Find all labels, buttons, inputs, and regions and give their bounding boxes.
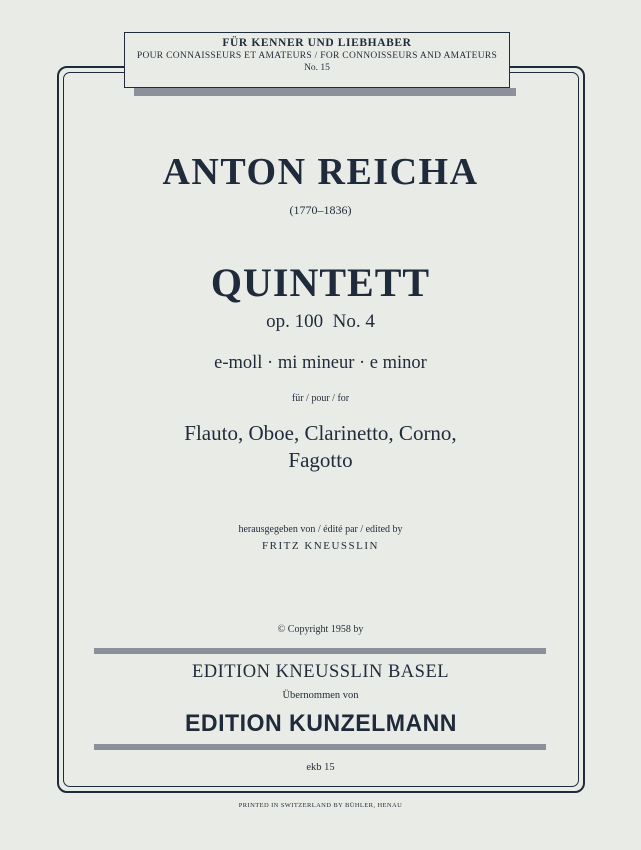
copyright-notice: © Copyright 1958 by: [277, 624, 364, 635]
instruments-line-1: Flauto, Oboe, Clarinetto, Corno,: [184, 421, 457, 445]
kunzelmann-logo: [0, 704, 641, 745]
instrumentation: [0, 420, 641, 474]
kunzelmann-logo-text: EDITION KUNZELMANN: [184, 710, 457, 737]
composer-dates: (1770–1836): [289, 203, 352, 217]
series-subtitle: POUR CONNAISSEURS ET AMATEURS / FOR CONNOISSEURS AND AMATEURS: [136, 51, 498, 61]
editor-name: FRITZ KNEUSSLIN: [262, 540, 379, 552]
composer-name: ANTON REICHA: [162, 151, 479, 193]
divider-top: [94, 648, 546, 654]
printer-note: PRINTED IN SWITZERLAND BY BÜHLER, HENAU: [238, 802, 403, 809]
work-key: e-moll · mi mineur · e minor: [214, 353, 427, 373]
publisher-name: EDITION KNEUSSLIN BASEL: [191, 662, 450, 682]
catalog-number: ekb 15: [306, 762, 335, 773]
edited-by-label: herausgegeben von / édité par / edited by: [238, 524, 403, 535]
series-number: No. 15: [304, 63, 330, 73]
opus-number: op. 100 No. 4: [266, 311, 375, 332]
taken-over-label: Übernommen von: [282, 690, 359, 701]
kunzelmann-logo-graphic: [171, 704, 471, 740]
work-title: QUINTETT: [210, 260, 431, 305]
divider-bottom: [94, 744, 546, 750]
series-title: FÜR KENNER UND LIEBHABER: [222, 37, 412, 49]
series-box-shadow: [134, 88, 516, 96]
series-box: [124, 32, 510, 88]
for-label: für / pour / for: [291, 393, 350, 404]
instruments-line-2: Fagotto: [288, 448, 353, 472]
